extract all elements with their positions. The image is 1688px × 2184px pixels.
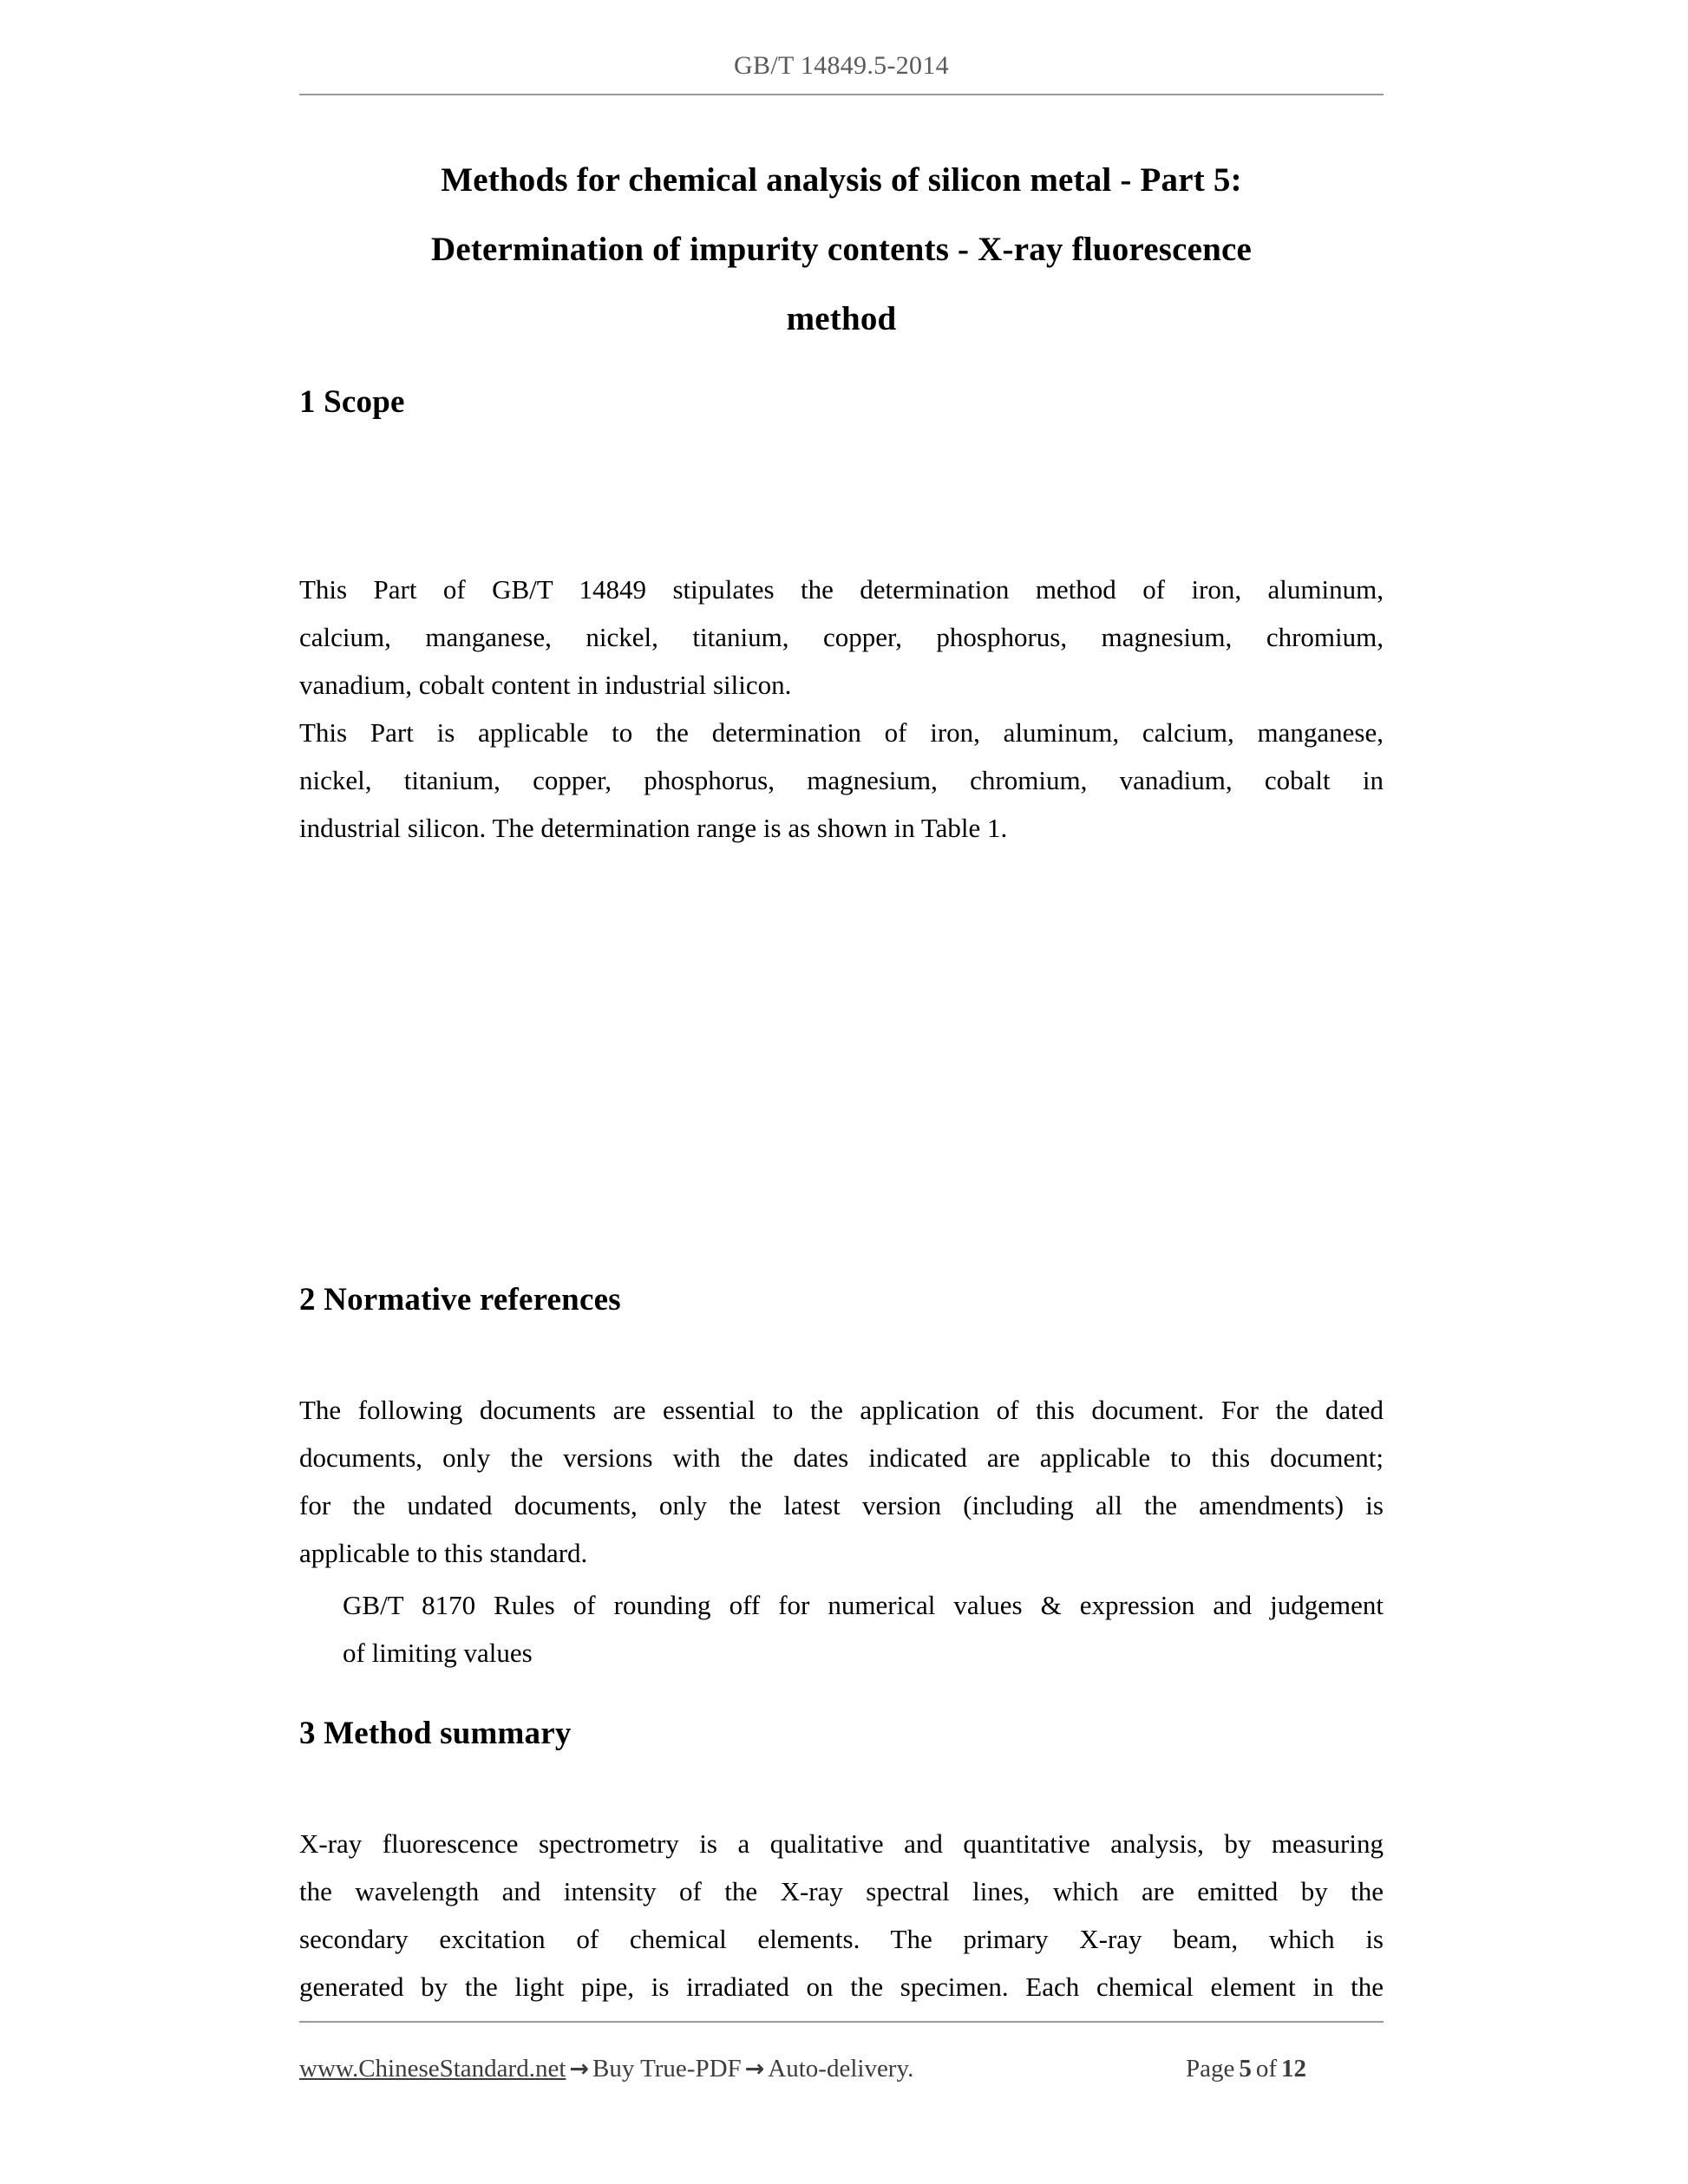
paragraph-reference-gbt8170: [343, 1581, 1384, 1677]
text-line: This Part is applicable to the determination of iron, aluminum, calcium, manganese,: [299, 717, 1384, 748]
footer-divider-rule: [299, 2021, 1384, 2023]
text-line: The following documents are essential to the application of this document. For the dated: [299, 1395, 1384, 1425]
footer-page-number: [1186, 2054, 1384, 2084]
footer-page-label: Page: [1185, 2055, 1235, 2083]
document-title: [299, 146, 1384, 354]
arrow-right-icon: →: [744, 2056, 765, 2083]
header-divider-rule: [299, 94, 1384, 95]
text-line: applicable to this standard.: [299, 1538, 588, 1568]
text-line: industrial silicon. The determination range is as shown in Table 1.: [299, 813, 1008, 843]
text-line: This Part of GB/T 14849 stipulates the determination method of iron, aluminum,: [299, 574, 1384, 605]
section-heading-scope: 1 Scope: [299, 384, 405, 420]
footer-delivery-label: Auto-delivery.: [768, 2055, 914, 2083]
footer-of-label: of: [1255, 2055, 1277, 2083]
section-heading-method-summary: 3 Method summary: [299, 1716, 572, 1751]
text-line: vanadium, cobalt content in industrial silicon.: [299, 670, 792, 700]
paragraph-scope-2: [299, 709, 1384, 852]
document-title-line-2: Determination of impurity contents - X-ray fluorescence: [430, 231, 1253, 268]
text-line: calcium, manganese, nickel, titanium, copper, phosphorus, magnesium, chromium,: [299, 622, 1384, 652]
text-line: GB/T 8170 Rules of rounding off for numerical values & expression and judgement: [343, 1590, 1384, 1620]
text-line: secondary excitation of chemical elements. The primary X-ray beam, which is: [299, 1924, 1384, 1954]
text-line: nickel, titanium, copper, phosphorus, magnesium, chromium, vanadium, cobalt in: [299, 765, 1384, 795]
paragraph-scope-1: [299, 566, 1384, 709]
text-line: the wavelength and intensity of the X-ray spectral lines, which are emitted by the: [299, 1876, 1384, 1906]
footer-promo: [299, 2054, 913, 2084]
document-title-line-1: Methods for chemical analysis of silicon metal - Part 5:: [441, 161, 1242, 199]
text-line: for the undated documents, only the latest version (including all the amendments) is: [299, 1490, 1384, 1520]
text-line: generated by the light pipe, is irradiated on the specimen. Each chemical element in the: [299, 1971, 1384, 2002]
paragraph-normative-references-1: [299, 1386, 1384, 1577]
text-line: documents, only the versions with the dates indicated are applicable to this document;: [299, 1442, 1384, 1473]
page-footer: [299, 2054, 1384, 2084]
text-line: of limiting values: [343, 1638, 533, 1668]
running-header-standard-number: GB/T 14849.5-2014: [734, 51, 949, 80]
text-line: X-ray fluorescence spectrometry is a qualitative and quantitative analysis, by measuring: [299, 1828, 1384, 1859]
footer-buy-label: Buy True-PDF: [592, 2055, 742, 2083]
footer-site-link[interactable]: www.ChineseStandard.net: [299, 2055, 566, 2083]
section-heading-normative-references: 2 Normative references: [299, 1282, 621, 1318]
document-title-line-3: method: [786, 300, 897, 337]
footer-current-page: 5: [1239, 2055, 1252, 2083]
arrow-right-icon: →: [569, 2056, 590, 2083]
paragraph-method-summary-1: [299, 1820, 1384, 2011]
footer-total-pages: 12: [1281, 2055, 1306, 2083]
